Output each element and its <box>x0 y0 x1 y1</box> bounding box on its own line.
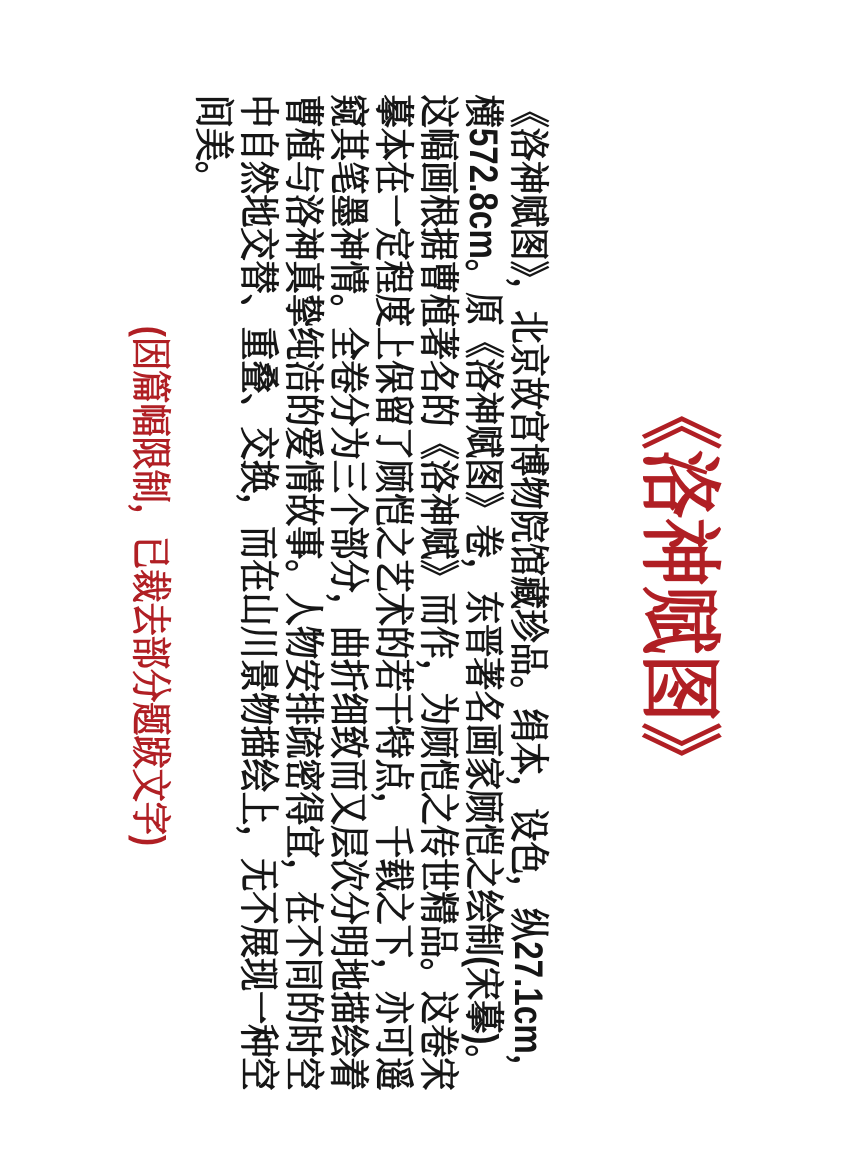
body-line: 横572.8cm。原《洛神赋图》卷，东晋著名画家顾恺之绘制(宋摹)。 <box>461 94 505 1078</box>
body-line: 《洛神赋图》，北京故宫博物院馆藏珍品。绢本，设色，纵27.1cm， <box>506 94 550 1088</box>
body-line: 曹植与洛神真挚纯洁的爱情故事。人物安排疏密得宜，在不同的时空 <box>281 94 325 1091</box>
body-line: 间美。 <box>191 94 235 195</box>
footnote-caption: (因篇幅限制，已裁去部分题跋文字) <box>128 325 172 847</box>
document-title: 《洛神赋图》 <box>633 381 724 791</box>
body-line: 中自然地交替、重叠、交换，而在山川景物描绘上，无不展现一种空 <box>236 94 280 1091</box>
body-line: 这幅画根据曹植著名的《洛神赋》而作，为顾恺之传世精品。这卷宋 <box>416 94 460 1091</box>
body-paragraph <box>190 94 550 1091</box>
body-line: 窥其笔墨神情。全卷分为三个部分，曲折细致而又层次分明地描绘着 <box>326 94 370 1091</box>
body-line: 摹本在一定程度上保留了顾恺之艺术的若干特点，千载之下，亦可遥 <box>371 94 415 1091</box>
